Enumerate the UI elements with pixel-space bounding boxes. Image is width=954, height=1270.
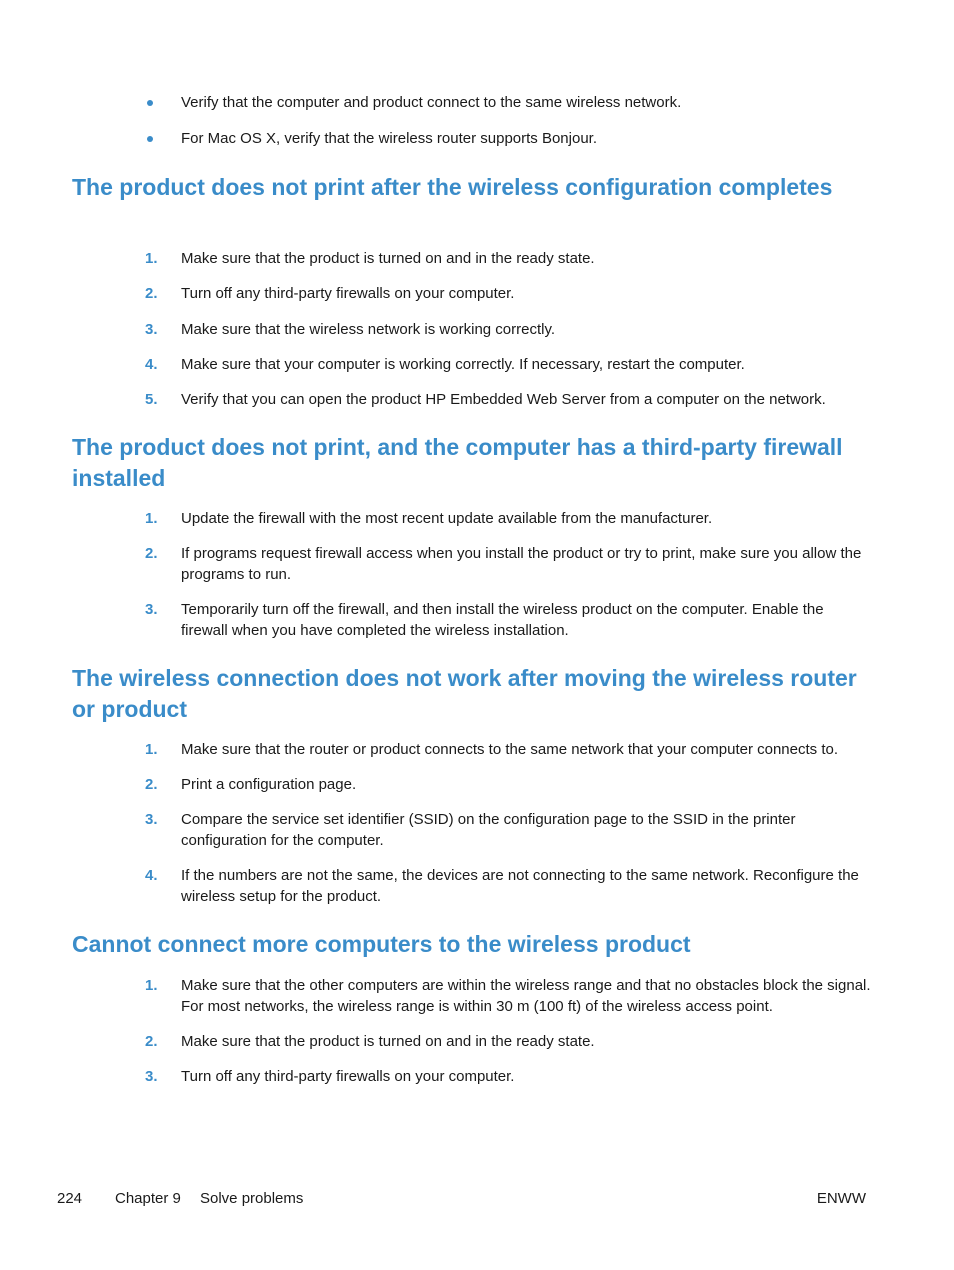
step-number: 1.	[145, 250, 158, 267]
step-number: 5.	[145, 391, 158, 408]
step-number: 2.	[145, 1033, 158, 1050]
step-number: 3.	[145, 601, 158, 618]
step-number: 3.	[145, 321, 158, 338]
step-text: If programs request firewall access when you install the product or try to print, make sure you allow the programs to run.	[181, 545, 862, 583]
section-heading: Cannot connect more computers to the wireless product	[72, 931, 691, 957]
step-number: 1.	[145, 741, 158, 758]
bullet-text: For Mac OS X, verify that the wireless router supports Bonjour.	[181, 130, 598, 147]
section-heading: The product does not print, and the computer has a third-party firewall installed	[72, 434, 843, 491]
step-number: 3.	[145, 1068, 158, 1085]
step-number: 2.	[145, 545, 158, 562]
step-text: Make sure that the other computers are within the wireless range and that no obstacles block the signal. For most networks, the wireless range is within 30 m (100 ft) of the wireless access point.	[181, 977, 871, 1015]
step-text: Make sure that the product is turned on and in the ready state.	[181, 250, 595, 267]
step-text: Make sure that the product is turned on and in the ready state.	[181, 1033, 595, 1050]
section-heading: The product does not print after the wireless configuration completes	[72, 174, 833, 200]
step-text: Turn off any third-party firewalls on your computer.	[181, 1068, 515, 1085]
step-text: Make sure that your computer is working correctly. If necessary, restart the computer.	[181, 356, 745, 373]
step-text: Verify that you can open the product HP Embedded Web Server from a computer on the network.	[181, 391, 826, 408]
bullet-dot-icon	[147, 136, 153, 142]
bullet-item	[0, 128, 954, 164]
step-number: 2.	[145, 285, 158, 302]
step-number: 1.	[145, 977, 158, 994]
section-heading: The wireless connection does not work after moving the wireless router or product	[72, 665, 857, 722]
bullet-item	[0, 92, 954, 128]
step-text: Compare the service set identifier (SSID) on the configuration page to the SSID in the printer configuration for the computer.	[181, 811, 796, 849]
step-number: 3.	[145, 811, 158, 828]
page-number: 224	[57, 1190, 83, 1207]
step-text: Make sure that the router or product connects to the same network that your computer connects to.	[181, 741, 839, 758]
bullet-list	[0, 92, 954, 164]
footer-chapter: Chapter 9	[115, 1190, 181, 1207]
step-text: Print a configuration page.	[181, 776, 357, 793]
step-number: 4.	[145, 867, 158, 884]
step-number: 4.	[145, 356, 158, 373]
step-text: Turn off any third-party firewalls on your computer.	[181, 285, 515, 302]
footer-chapter-title: Solve problems	[200, 1190, 304, 1207]
step-text: Make sure that the wireless network is working correctly.	[181, 321, 556, 338]
footer-locale-code: ENWW	[816, 1190, 866, 1207]
bullet-dot-icon	[147, 100, 153, 106]
step-number: 2.	[145, 776, 158, 793]
step-text: Update the firewall with the most recent update available from the manufacturer.	[181, 510, 713, 527]
step-text: Temporarily turn off the firewall, and then install the wireless product on the computer. Enable the firewall when you have completed the wireless installation.	[181, 601, 824, 639]
bullet-text: Verify that the computer and product connect to the same wireless network.	[181, 94, 682, 111]
step-number: 1.	[145, 510, 158, 527]
step-text: If the numbers are not the same, the devices are not connecting to the same network. Reconfigure the wireless setup for the product.	[181, 867, 859, 905]
